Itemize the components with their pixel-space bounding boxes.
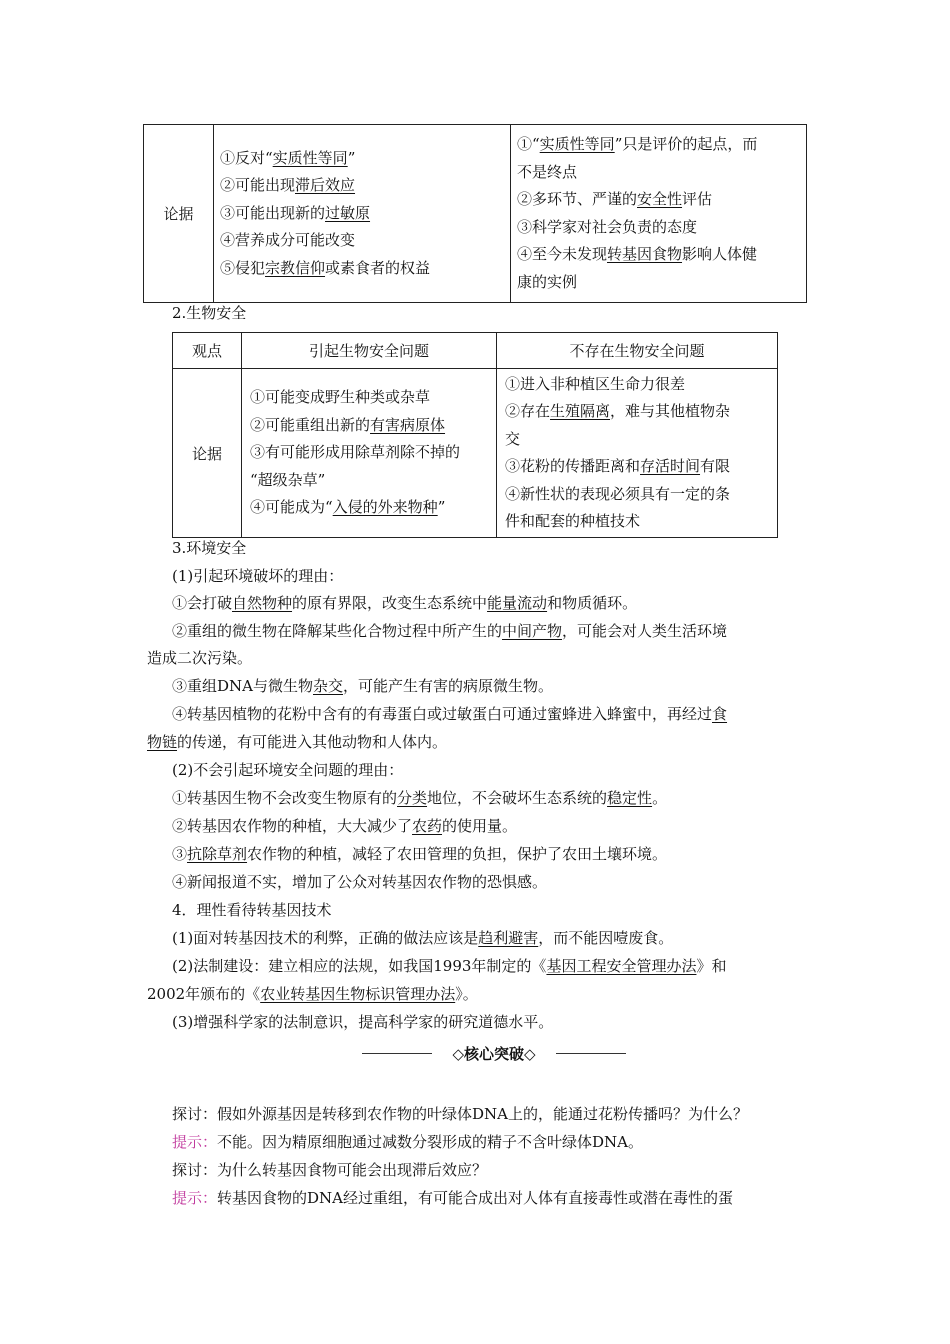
- paragraph-continued: 物链的传递，有可能进入其他动物和人体内。: [147, 733, 448, 751]
- section-title-bio-safety: 2.生物安全: [172, 304, 247, 322]
- causes-arguments: [250, 384, 496, 522]
- text-line: “超级杂草”: [250, 470, 326, 489]
- text-line: 件和配套的种植技术: [505, 512, 641, 530]
- no-issue-arguments-cell: [497, 369, 778, 538]
- answer: 提示：不能。因为精原细胞通过减数分裂形成的精子不含叶绿体DNA。: [172, 1133, 644, 1151]
- paragraph: (2)法制建设：建立相应的法规，如我国1993年制定的《基因工程安全管理办法》和: [172, 957, 727, 975]
- paragraph: ③重组DNA与微生物杂交，可能产生有害的病原微生物。: [172, 677, 554, 695]
- no-issue-arguments: [505, 371, 777, 536]
- oppose-arguments: [220, 145, 510, 283]
- row-label: 论据: [191, 444, 222, 463]
- paragraph-continued: 2002年颁布的《农业转基因生物标识管理办法》。: [147, 985, 478, 1003]
- hint-label: 提示：: [172, 1189, 218, 1207]
- list-item: ⑤侵犯宗教信仰或素食者的权益: [220, 258, 431, 277]
- row-label-cell: [173, 369, 242, 538]
- text-line: ①可能变成野生种类或杂草: [250, 388, 431, 407]
- support-arguments: [517, 131, 806, 296]
- oppose-arguments-cell: [214, 125, 511, 303]
- table-food-safety: [143, 124, 807, 303]
- header-no-issue: 不存在生物安全问题: [497, 333, 778, 369]
- text-line: ②存在生殖隔离，难与其他植物杂: [505, 402, 731, 420]
- text-line: 交: [505, 429, 521, 448]
- section-title-rational-view: 4．理性看待转基因技术: [172, 901, 332, 919]
- list-item: ③可能出现新的过敏原: [220, 203, 371, 222]
- paragraph: ②转基因农作物的种植，大大减少了农药的使用量。: [172, 817, 518, 835]
- hint-label: 提示：: [172, 1133, 218, 1151]
- causes-arguments-cell: [242, 369, 497, 538]
- question: 探讨：假如外源基因是转移到农作物的叶绿体DNA上的，能通过花粉传播吗？为什么？: [172, 1105, 748, 1123]
- paragraph: ③抗除草剂农作物的种植，减轻了农田管理的负担，保护了农田土壤环境。: [172, 845, 668, 863]
- paragraph: ①转基因生物不会改变生物原有的分类地位，不会破坏生态系统的稳定性。: [172, 789, 668, 807]
- paragraph: (3)增强科学家的法制意识，提高科学家的研究道德水平。: [172, 1013, 554, 1031]
- divider-line-left: [362, 1053, 432, 1054]
- text-line: ③花粉的传播距离和存活时间有限: [505, 457, 731, 475]
- table-bio-safety: [172, 332, 778, 538]
- text-line: ③科学家对社会负责的态度: [517, 217, 698, 236]
- text-line: ④新性状的表现必须具有一定的条: [505, 484, 731, 503]
- text-line: ①进入非种植区生命力很差: [505, 374, 686, 393]
- text-line: ④至今未发现转基因食物影响人体健: [517, 245, 758, 263]
- divider-line-right: [556, 1053, 626, 1054]
- paragraph: ④新闻报道不实，增加了公众对转基因农作物的恐惧感。: [172, 873, 548, 891]
- support-arguments-cell: [511, 125, 807, 303]
- text-line: ②多环节、严谨的安全性评估: [517, 190, 713, 208]
- list-item: ①反对“实质性等同”: [220, 148, 356, 167]
- paragraph: ②重组的微生物在降解某些化合物过程中所产生的中间产物，可能会对人类生活环境: [172, 622, 728, 640]
- row-label: 论据: [163, 205, 194, 223]
- text-line: 康的实例: [517, 272, 578, 291]
- answer: 提示：转基因食物的DNA经过重组，有可能合成出对人体有直接毒性或潜在毒性的蛋: [172, 1189, 734, 1207]
- paragraph-continued: 造成二次污染。: [147, 649, 253, 667]
- text-line: ②可能重组出新的有害病原体: [250, 415, 446, 434]
- subsection-title: (1)引起环境破坏的理由：: [172, 567, 344, 585]
- text-line: 不是终点: [517, 162, 578, 181]
- paragraph: (1)面对转基因技术的利弊，正确的做法应该是趋利避害，而不能因噎废食。: [172, 929, 674, 947]
- core-title: ◇核心突破◇: [452, 1045, 536, 1063]
- section-title-env-safety: 3.环境安全: [172, 539, 247, 557]
- header-causes-issue: 引起生物安全问题: [242, 333, 497, 369]
- paragraph: ④转基因植物的花粉中含有的有毒蛋白或过敏蛋白可通过蜜蜂进入蜂蜜中，再经过食: [172, 705, 728, 723]
- question: 探讨：为什么转基因食物可能会出现滞后效应？: [172, 1161, 488, 1179]
- text-line: ④可能成为“入侵的外来物种”: [250, 498, 446, 517]
- paragraph: ①会打破自然物种的原有界限，改变生态系统中能量流动和物质循环。: [172, 594, 638, 612]
- row-label-cell: [144, 125, 214, 303]
- list-item: ④营养成分可能改变: [220, 231, 356, 250]
- text-line: ①“实质性等同”只是评价的起点，而: [517, 135, 758, 153]
- header-viewpoint: 观点: [173, 333, 242, 369]
- subsection-title: (2)不会引起环境安全问题的理由：: [172, 761, 404, 779]
- list-item: ②可能出现滞后效应: [220, 176, 356, 195]
- core-divider: [362, 1042, 626, 1066]
- text-line: ③有可能形成用除草剂除不掉的: [250, 443, 461, 462]
